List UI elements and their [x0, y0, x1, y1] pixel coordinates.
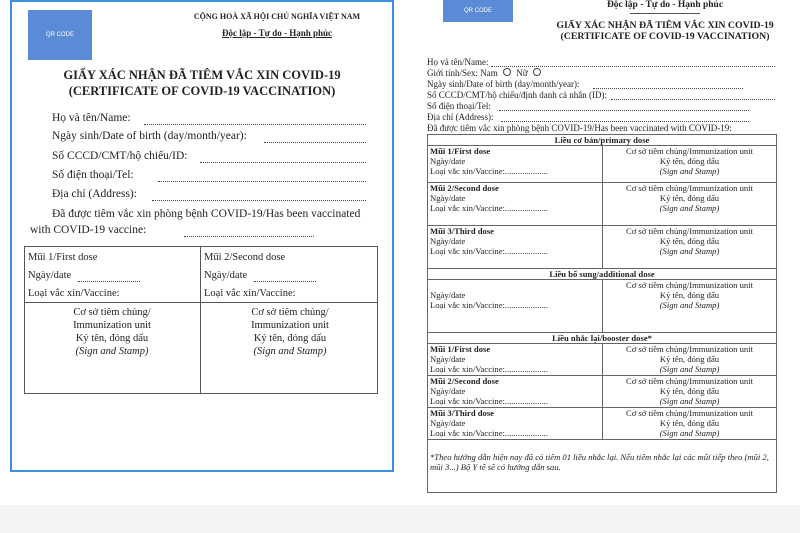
additional-date: Ngày/date	[430, 290, 466, 300]
dob-label-right: Ngày sinh/Date of birth (day/month/year):	[427, 79, 580, 89]
section-primary-row	[428, 135, 777, 146]
primary-dose1-vaccine: Loại vắc xin/Vaccine:....................	[430, 166, 548, 176]
dose2-unit-line1: Cơ sở tiêm chủng/	[251, 307, 329, 318]
primary-dose3-stamp: (Sign and Stamp)	[659, 246, 720, 256]
primary-dose2-date: Ngày/date	[430, 193, 466, 203]
table-row	[428, 376, 777, 408]
booster-dose3-date: Ngày/date	[430, 418, 466, 428]
primary-dose2-stamp: (Sign and Stamp)	[659, 203, 720, 213]
section-booster-row	[428, 333, 777, 344]
booster-dose3-sign: Ký tên, đóng dấu	[659, 418, 720, 428]
booster-dose2-unit: Cơ sở tiêm chủng/Immunization unit	[625, 376, 753, 386]
dose2-unit-line3: Ký tên, đóng dấu	[253, 333, 327, 344]
page-title: GIẤY XÁC NHẬN ĐÃ TIÊM VẮC XIN COVID-19	[63, 68, 341, 82]
dose2-unit-line4: (Sign and Stamp)	[253, 346, 327, 357]
dose2-unit-block	[202, 306, 378, 358]
booster-dose1-label: Mũi 1/First dose	[430, 344, 491, 354]
booster-dose2-vaccine: Loại vắc xin/Vaccine:....................	[430, 396, 548, 406]
qr-code-label-right: QR CODE	[463, 8, 492, 14]
name-field[interactable]	[144, 124, 366, 125]
sex-label-right	[427, 68, 544, 78]
name-label-right: Họ và tên/Name:	[427, 57, 489, 67]
motto: Độc lập - Tự do - Hạnh phúc	[221, 28, 332, 38]
qr-code-label: QR CODE	[45, 32, 74, 38]
additional-unit: Cơ sở tiêm chủng/Immunization unit	[625, 280, 753, 290]
booster-dose2-date: Ngày/date	[430, 386, 466, 396]
phone-field[interactable]	[158, 181, 366, 182]
name-label: Họ và tên/Name:	[52, 112, 131, 124]
vaccinated-label-right: Đã được tiêm vắc xin phòng bệnh COVID-19/Has been vaccinated with COVID-19:	[427, 123, 732, 133]
female-radio[interactable]	[533, 68, 541, 76]
id-field-right[interactable]	[611, 99, 775, 100]
booster-dose1-unit: Cơ sở tiêm chủng/Immunization unit	[625, 344, 753, 354]
dose1-unit-line2: Immunization unit	[73, 320, 151, 331]
phone-label-right: Số điện thoại/Tel:	[427, 101, 491, 111]
background-shadow	[0, 505, 800, 533]
section-additional: Liều bổ sung/additional dose	[428, 269, 777, 280]
primary-dose3-sign: Ký tên, đóng dấu	[659, 236, 720, 246]
table-row	[428, 344, 777, 376]
primary-dose1-date: Ngày/date	[430, 156, 466, 166]
booster-dose3-unit: Cơ sở tiêm chủng/Immunization unit	[625, 408, 753, 418]
primary-dose3-date: Ngày/date	[430, 236, 466, 246]
additional-stamp: (Sign and Stamp)	[659, 300, 720, 310]
address-field-right[interactable]	[501, 121, 749, 122]
vaccinated-label-2: with COVID-19 vaccine:	[30, 224, 147, 236]
page-subtitle-right: (CERTIFICATE OF COVID-19 VACCINATION)	[560, 31, 770, 42]
page-title-right: GIẤY XÁC NHẬN ĐÃ TIÊM VẮC XIN COVID-19	[556, 20, 774, 31]
dose-table-right	[427, 134, 777, 493]
dob-label: Ngày sinh/Date of birth (day/month/year):	[52, 130, 247, 142]
table-row	[428, 280, 777, 333]
booster-dose2-stamp: (Sign and Stamp)	[659, 396, 720, 406]
dose2-vaccine-label: Loại vắc xin/Vaccine:	[204, 288, 296, 299]
dose1-date-field[interactable]	[78, 281, 140, 282]
qr-code-placeholder	[28, 10, 92, 60]
dob-field[interactable]	[264, 142, 366, 143]
booster-dose1-date: Ngày/date	[430, 354, 466, 364]
dose1-unit-line1: Cơ sở tiêm chủng/	[73, 307, 151, 318]
qr-code-placeholder-right	[443, 0, 513, 22]
primary-dose1-stamp: (Sign and Stamp)	[659, 166, 720, 176]
sex-male-label: Giới tính/Sex: Nam	[427, 68, 498, 78]
dose-table-divider	[200, 246, 201, 394]
footnote: *Theo hướng dẫn hiện nay đã có tiêm 01 liều nhắc lại. Nếu tiêm nhắc lại các mũi tiếp theo (mũi 2, mũi 3...) Bộ Y tế sẽ có hướng dẫn sau.	[430, 452, 769, 472]
booster-dose1-vaccine: Loại vắc xin/Vaccine:....................	[430, 364, 548, 374]
primary-dose3-vaccine: Loại vắc xin/Vaccine:....................	[430, 246, 548, 256]
footnote-row	[428, 440, 777, 493]
page-subtitle: (CERTIFICATE OF COVID-19 VACCINATION)	[68, 84, 336, 98]
primary-dose3-label: Mũi 3/Third dose	[430, 226, 494, 236]
booster-dose1-stamp: (Sign and Stamp)	[659, 364, 720, 374]
sex-female-label: Nữ	[516, 68, 528, 78]
address-label: Địa chỉ (Address):	[52, 188, 137, 200]
motto-right: Độc lập - Tự do - Hạnh phúc	[606, 0, 724, 10]
additional-sign: Ký tên, đóng dấu	[659, 290, 720, 300]
vaccine-field[interactable]	[184, 236, 314, 237]
certificate-form-left	[10, 0, 394, 472]
primary-dose1-sign: Ký tên, đóng dấu	[659, 156, 720, 166]
dose1-unit-line3: Ký tên, đóng dấu	[75, 333, 149, 344]
dose1-vaccine-label: Loại vắc xin/Vaccine:	[28, 288, 120, 299]
address-label-right: Địa chỉ (Address):	[427, 112, 494, 122]
primary-dose1-label: Mũi 1/First dose	[430, 146, 491, 156]
id-label: Số CCCD/CMT/hộ chiếu/ID:	[52, 150, 188, 162]
primary-dose3-unit: Cơ sở tiêm chủng/Immunization unit	[625, 226, 753, 236]
country-header: CỘNG HOÀ XÃ HỘI CHỦ NGHĨA VIỆT NAM	[193, 12, 361, 21]
address-field[interactable]	[152, 200, 366, 201]
dob-field-right[interactable]	[593, 88, 743, 89]
dose2-label: Mũi 2/Second dose	[204, 252, 286, 263]
booster-dose1-sign: Ký tên, đóng dấu	[659, 354, 720, 364]
section-additional-row	[428, 269, 777, 280]
dose-table-row-divider	[24, 302, 378, 303]
booster-dose3-vaccine: Loại vắc xin/Vaccine:....................	[430, 428, 548, 438]
phone-field-right[interactable]	[499, 110, 749, 111]
dose1-unit-block	[24, 306, 200, 358]
section-booster: Liều nhắc lại/booster dose*	[428, 333, 777, 344]
dose2-unit-line2: Immunization unit	[251, 320, 329, 331]
dose2-date-label: Ngày/date	[204, 270, 248, 281]
phone-label: Số điện thoại/Tel:	[52, 169, 134, 181]
male-radio[interactable]	[503, 68, 511, 76]
id-label-right: Số CCCD/CMT/hộ chiếu/định danh cá nhân (ID):	[427, 90, 607, 100]
primary-dose2-vaccine: Loại vắc xin/Vaccine:....................	[430, 203, 548, 213]
table-row	[428, 146, 777, 183]
primary-dose2-sign: Ký tên, đóng dấu	[659, 193, 720, 203]
motto-underline	[630, 13, 700, 14]
table-row	[428, 408, 777, 440]
booster-dose3-stamp: (Sign and Stamp)	[659, 428, 720, 438]
additional-vaccine: Loại vắc xin/Vaccine:....................	[430, 300, 548, 310]
booster-dose2-sign: Ký tên, đóng dấu	[659, 386, 720, 396]
vaccinated-label-1: Đã được tiêm vắc xin phòng bệnh COVID-19/Has been vaccinated	[52, 208, 361, 220]
name-field-right[interactable]	[491, 66, 775, 67]
dose1-unit-line4: (Sign and Stamp)	[75, 346, 149, 357]
dose1-date-label: Ngày/date	[28, 270, 72, 281]
certificate-form-right	[415, 0, 800, 500]
primary-dose1-unit: Cơ sở tiêm chủng/Immunization unit	[625, 146, 753, 156]
primary-dose2-unit: Cơ sở tiêm chủng/Immunization unit	[625, 183, 753, 193]
id-field[interactable]	[200, 162, 366, 163]
section-primary: Liều cơ bản/primary dose	[428, 135, 777, 146]
table-row	[428, 226, 777, 269]
booster-dose2-label: Mũi 2/Second dose	[430, 376, 499, 386]
dose1-label: Mũi 1/First dose	[28, 252, 98, 263]
primary-dose2-label: Mũi 2/Second dose	[430, 183, 499, 193]
booster-dose3-label: Mũi 3/Third dose	[430, 408, 494, 418]
dose2-date-field[interactable]	[254, 281, 316, 282]
table-row	[428, 183, 777, 226]
